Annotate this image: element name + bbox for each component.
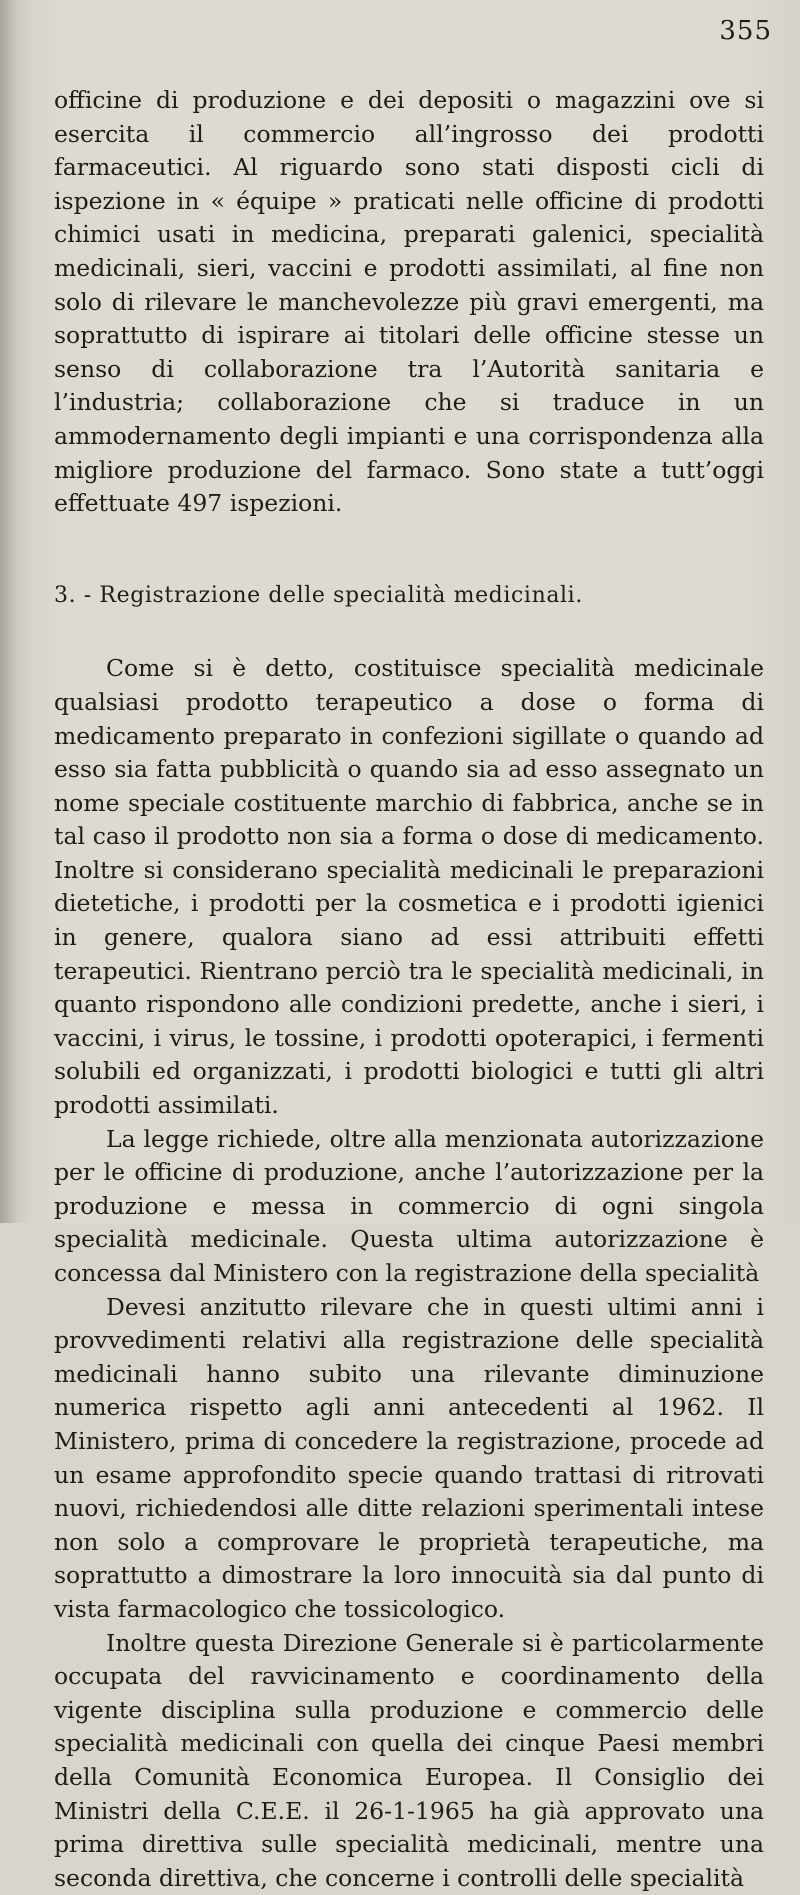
paragraph-definition: Come si è detto, costituisce specialità medicinale qualsiasi prodotto terapeutico a dose o forma di medicamento preparato in confezioni sigillate o quando ad esso sia fatta pubblicità o quando sia ad esso assegnato un nome speciale costituente marchio di fabbrica, anche se in tal caso il prodotto non sia a forma o dose di medicamento. Inoltre si considerano specialità medicinali le preparazioni dietetiche, i prodotti per la cosmetica e i prodotti igienici in genere, qualora siano ad essi attribuiti effetti terapeutici. Rientrano perciò tra le specialità medicinali, in quanto rispondono alle condizioni predette, anche i sieri, i vaccini, i virus, le tossine, i prodotti opoterapici, i fermenti solubili ed organizzati, i prodotti biologici e tutti gli altri prodotti assimilati. bbox=[54, 654, 764, 1120]
paragraph-registration: Devesi anzitutto rilevare che in questi ultimi anni i provvedimenti relativi alla registrazione delle specialità medicinali hanno subito una rilevante diminuzione numerica rispetto agli anni antecedenti al 1962. Il Ministero, prima di concedere la registrazione, procede ad un esame approfondito specie quando trattasi di ritrovati nuovi, richiedendosi alle ditte relazioni sperimentali intese non solo a comprovare le proprietà terapeutiche, ma soprattutto a dimostrare la loro innocuità sia dal punto di vista farmacologico che tossicologico. bbox=[54, 1292, 764, 1623]
section-heading bbox=[54, 579, 764, 613]
section-heading-text: 3. - Registrazione delle specialità medicinali. bbox=[54, 582, 583, 608]
paragraph-law: La legge richiede, oltre alla menzionata autorizzazione per le officine di produzione, anche l’autorizzazione per la produzione e messa in commercio di ogni singola specialità medicinale. Questa ultima autorizzazione è concessa dal Ministero con la registrazione della specialità bbox=[54, 1124, 764, 1287]
paragraph-eec: Inoltre questa Direzione Generale si è particolarmente occupata del ravvicinamento e coordinamento della vigente disciplina sulla produzione e commercio delle specialità medicinali con quella dei cinque Paesi membri della Comunità Economica Europea. Il Consiglio dei Ministri della C.E.E. il 26-1-1965 ha già approvato una prima direttiva sulle specialità medicinali, mentre una seconda direttiva, che concerne i controlli delle specialità bbox=[54, 1628, 764, 1892]
page-gutter-shadow bbox=[0, 0, 18, 1223]
paragraph-inspections: officine di produzione e dei depositi o magazzini ove si esercita il commercio all’ingrosso dei prodotti farmaceutici. Al riguardo sono stati disposti cicli di ispezione in « équipe » praticati nelle officine di prodotti chimici usati in medicina, preparati galenici, specialità medicinali, sieri, vaccini e prodotti assimilati, al fine non solo di rilevare le manchevolezze più gravi emergenti, ma soprattutto di ispirare ai titolari delle officine stesse un senso di collaborazione tra l’Autorità sanitaria e l’industria; collaborazione che si traduce in un ammodernamento degli impianti e una corrispondenza alla migliore produzione del farmaco. Sono state a tutt’oggi effettuate 497 ispezioni. bbox=[54, 86, 764, 518]
page-number: 355 bbox=[719, 16, 772, 46]
page-body bbox=[54, 84, 764, 1895]
